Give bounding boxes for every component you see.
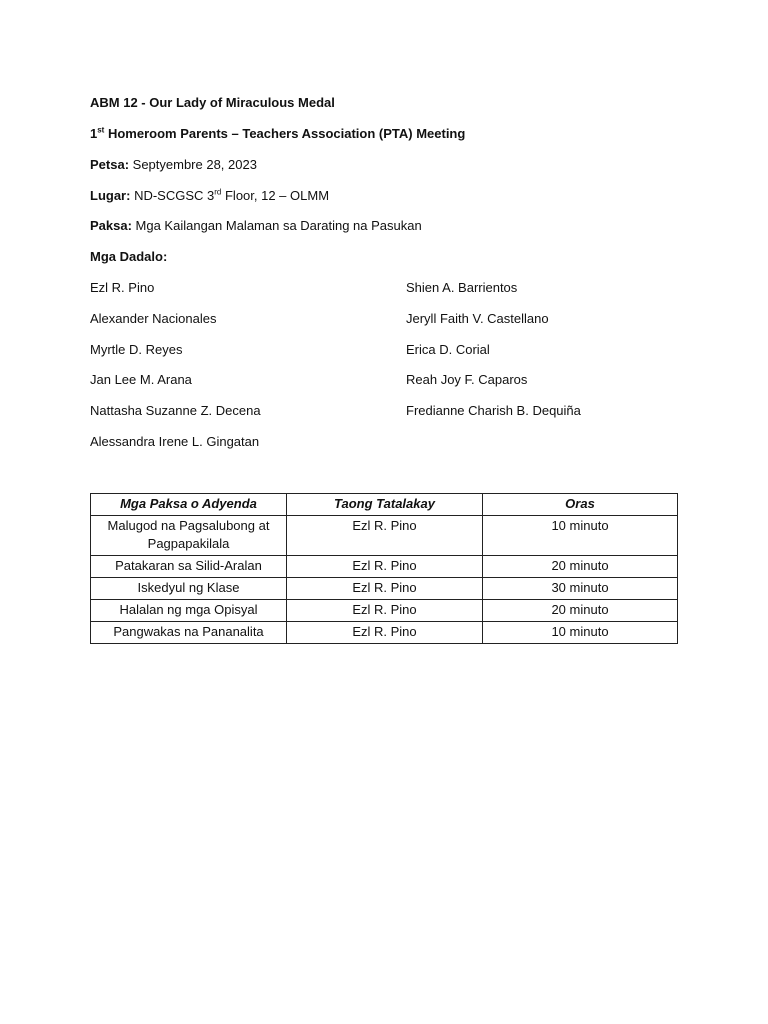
- agenda-time-cell: 20 minuto: [483, 600, 678, 622]
- topic-line: [90, 218, 422, 234]
- venue-value-part2: Floor, 12 – OLMM: [221, 188, 330, 203]
- attendee-name: Alessandra Irene L. Gingatan: [90, 434, 260, 449]
- attendee-name: Myrtle D. Reyes: [90, 342, 183, 357]
- agenda-time-cell: 30 minuto: [483, 578, 678, 600]
- agenda-time-cell: 10 minuto: [483, 516, 678, 556]
- meeting-title: [90, 126, 465, 142]
- venue-value-part1: ND-SCGSC 3: [130, 188, 215, 203]
- class-title: ABM 12 - Our Lady of Miraculous Medal: [90, 95, 335, 110]
- agenda-speaker-cell: Ezl R. Pino: [287, 600, 483, 622]
- topic-value: Mga Kailangan Malaman sa Darating na Pasukan: [131, 218, 422, 233]
- meeting-title-text: Homeroom Parents – Teachers Association (PTA) Meeting: [104, 126, 466, 141]
- table-row: [91, 578, 678, 600]
- attendee-name: Jeryll Faith V. Castellano: [406, 311, 549, 326]
- agenda-speaker-cell: Ezl R. Pino: [287, 516, 483, 556]
- agenda-time-cell: 20 minuto: [483, 556, 678, 578]
- agenda-header-speaker: Taong Tatalakay: [287, 494, 483, 516]
- agenda-speaker-cell: Ezl R. Pino: [287, 556, 483, 578]
- attendee-name: Alexander Nacionales: [90, 311, 217, 326]
- agenda-speaker-cell: Ezl R. Pino: [287, 622, 483, 644]
- attendee-name: Shien A. Barrientos: [406, 280, 518, 295]
- venue-line: [90, 188, 329, 204]
- agenda-time-cell: 10 minuto: [483, 622, 678, 644]
- table-row: [91, 516, 678, 556]
- attendee-name: Erica D. Corial: [406, 342, 490, 357]
- agenda-header-row: [91, 494, 678, 516]
- attendee-name: Jan Lee M. Arana: [90, 372, 192, 387]
- agenda-header-topic: Mga Paksa o Adyenda: [91, 494, 287, 516]
- attendee-name: Ezl R. Pino: [90, 280, 155, 295]
- agenda-speaker-cell: Ezl R. Pino: [287, 578, 483, 600]
- attendees-heading: Mga Dadalo:: [90, 249, 168, 264]
- attendee-name: Nattasha Suzanne Z. Decena: [90, 403, 261, 418]
- agenda-topic-cell: Iskedyul ng Klase: [91, 578, 287, 600]
- venue-floor-suffix: rd: [214, 187, 222, 197]
- agenda-topic-cell: Halalan ng mga Opisyal: [91, 600, 287, 622]
- agenda-table: [90, 493, 678, 644]
- agenda-topic-cell: Patakaran sa Silid-Aralan: [91, 556, 287, 578]
- topic-label: Paksa:: [90, 218, 132, 233]
- meeting-ordinal-suffix: st: [97, 125, 105, 135]
- agenda-topic-cell: Malugod na Pagsalubong at Pagpapakilala: [91, 516, 287, 556]
- table-row: [91, 556, 678, 578]
- agenda-header-time: Oras: [483, 494, 678, 516]
- date-value: Septyembre 28, 2023: [129, 157, 257, 172]
- meeting-number: 1: [90, 126, 98, 141]
- table-row: [91, 600, 678, 622]
- date-line: [90, 157, 257, 173]
- venue-label: Lugar:: [90, 188, 131, 203]
- attendee-name: Reah Joy F. Caparos: [406, 372, 528, 387]
- date-label: Petsa:: [90, 157, 130, 172]
- attendee-name: Fredianne Charish B. Dequiña: [406, 403, 581, 418]
- agenda-topic-cell: Pangwakas na Pananalita: [91, 622, 287, 644]
- table-row: [91, 622, 678, 644]
